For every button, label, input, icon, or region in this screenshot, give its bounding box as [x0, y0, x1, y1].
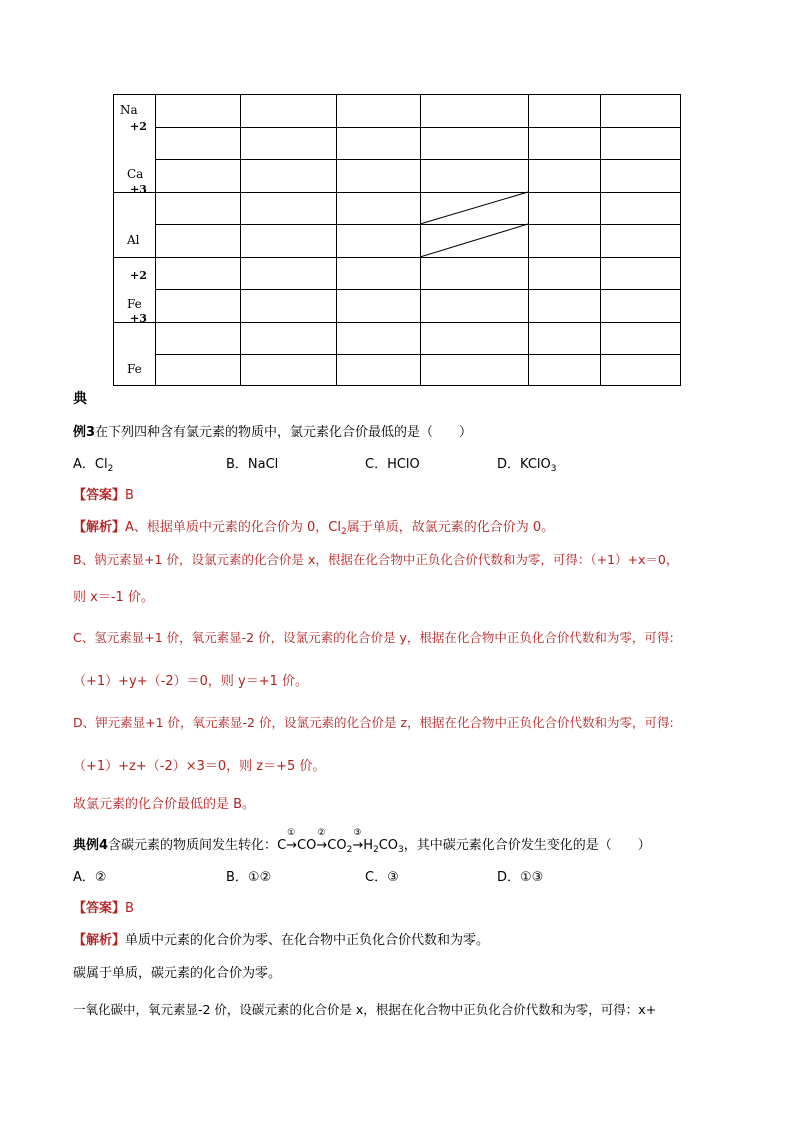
ex4-analysis-line2: 碳属于单质，碳元素的化合价为零。 — [73, 966, 282, 981]
ex4-label: 典例4 — [73, 838, 109, 853]
circle-3: ③ — [353, 828, 362, 838]
table-grid-lines — [113, 94, 681, 386]
ex3-question-line — [73, 421, 472, 440]
dian-char: 典 — [73, 391, 87, 407]
ex3-analysis-tag: 【解析】 — [73, 520, 126, 535]
ex4-option-b: B．①② — [226, 870, 272, 885]
ex3-analysis-line5: （+1）+y+（-2）＝0，则 y＝+1 价。 — [73, 674, 308, 689]
ex4-answer-tag: 【答案】 — [73, 901, 126, 916]
ex3-analysis-line1: 【解析】A、根据单质中元素的化合价为 0，$Cl_2$属于单质，故氯元素的化合价为 0。 — [73, 520, 555, 537]
ex3-answer-value: B — [125, 488, 134, 503]
ex3-option-a: A．$Cl_2$ — [73, 457, 114, 474]
ex3-question: 在下列四种含有氯元素的物质中，氯元素化合价最低的是（ ） — [95, 425, 473, 440]
ex4-answer — [73, 897, 134, 916]
ex3-option-b: B．NaCl — [226, 457, 279, 472]
ex3-analysis-line7: （+1）+z+（-2）×3＝0，则 z＝+5 价。 — [73, 759, 326, 774]
ex4-question-line — [73, 828, 651, 855]
ex4-question-post: ，其中碳元素化合价发生变化的是（ ） — [403, 838, 651, 853]
ex3-analysis-line3: 则 x＝-1 价。 — [73, 590, 154, 605]
ex4-option-a: A．② — [73, 870, 107, 885]
ex3-analysis-line4: C、氢元素显+1 价，氧元素显-2 价，设氯元素的化合价是 y，根据在化合物中正负化合价代数和为零，可得: — [73, 630, 674, 645]
row-label-plus3-a: +3 — [130, 183, 147, 196]
ex3-answer-tag: 【答案】 — [73, 488, 126, 503]
reaction-chain: C ① →CO ② $\to CO_2$ ③ $\to H_2CO_3$ — [277, 828, 404, 855]
ex4-option-c: C．③ — [365, 870, 399, 885]
ex4-question-pre: 含碳元素的物质间发生转化： — [108, 838, 278, 853]
row-label-ca: Ca — [127, 167, 144, 181]
circle-2: ② — [317, 828, 326, 838]
ex4-analysis-line1: 【解析】单质中元素的化合价为零、在化合物中正负化合价代数和为零。 — [73, 933, 490, 948]
circle-1: ① — [287, 828, 296, 838]
valence-table — [113, 94, 681, 386]
row-label-plus3-b: +3 — [130, 312, 147, 325]
row-label-fe-2: Fe — [127, 362, 142, 376]
row-label-na: Na — [120, 103, 138, 117]
ex4-analysis-line3: 一氧化碳中，氧元素显-2 价，设碳元素的化合价是 x，根据在化合物中正负化合价代数和为零，可得：x+ — [73, 1002, 657, 1017]
ex4-option-d: D．①③ — [497, 870, 544, 885]
row-label-fe-1: Fe — [127, 297, 142, 311]
ex3-label: 例3 — [73, 425, 96, 440]
ex3-answer — [73, 484, 134, 503]
row-label-al: Al — [127, 233, 140, 247]
ex4-analysis-tag: 【解析】 — [73, 933, 126, 948]
row-label-plus2-a: +2 — [130, 120, 147, 133]
ex3-analysis-line6: D、钾元素显+1 价，氧元素显-2 价，设氯元素的化合价是 z，根据在化合物中正负化合价代数和为零，可得: — [73, 715, 674, 730]
row-label-plus2-b: +2 — [130, 269, 147, 282]
ex4-answer-value: B — [125, 901, 134, 916]
ex3-option-d: D．KClO$_3$ — [497, 457, 557, 474]
ex3-analysis-line2: B、钠元素显+1 价，设氯元素的化合价是 x，根据在化合物中正负化合价代数和为零，可得：（+1）+x＝0， — [73, 552, 679, 567]
ex3-option-c: C．HClO — [365, 457, 420, 472]
ex3-conclusion: 故氯元素的化合价最低的是 B。 — [73, 797, 256, 812]
